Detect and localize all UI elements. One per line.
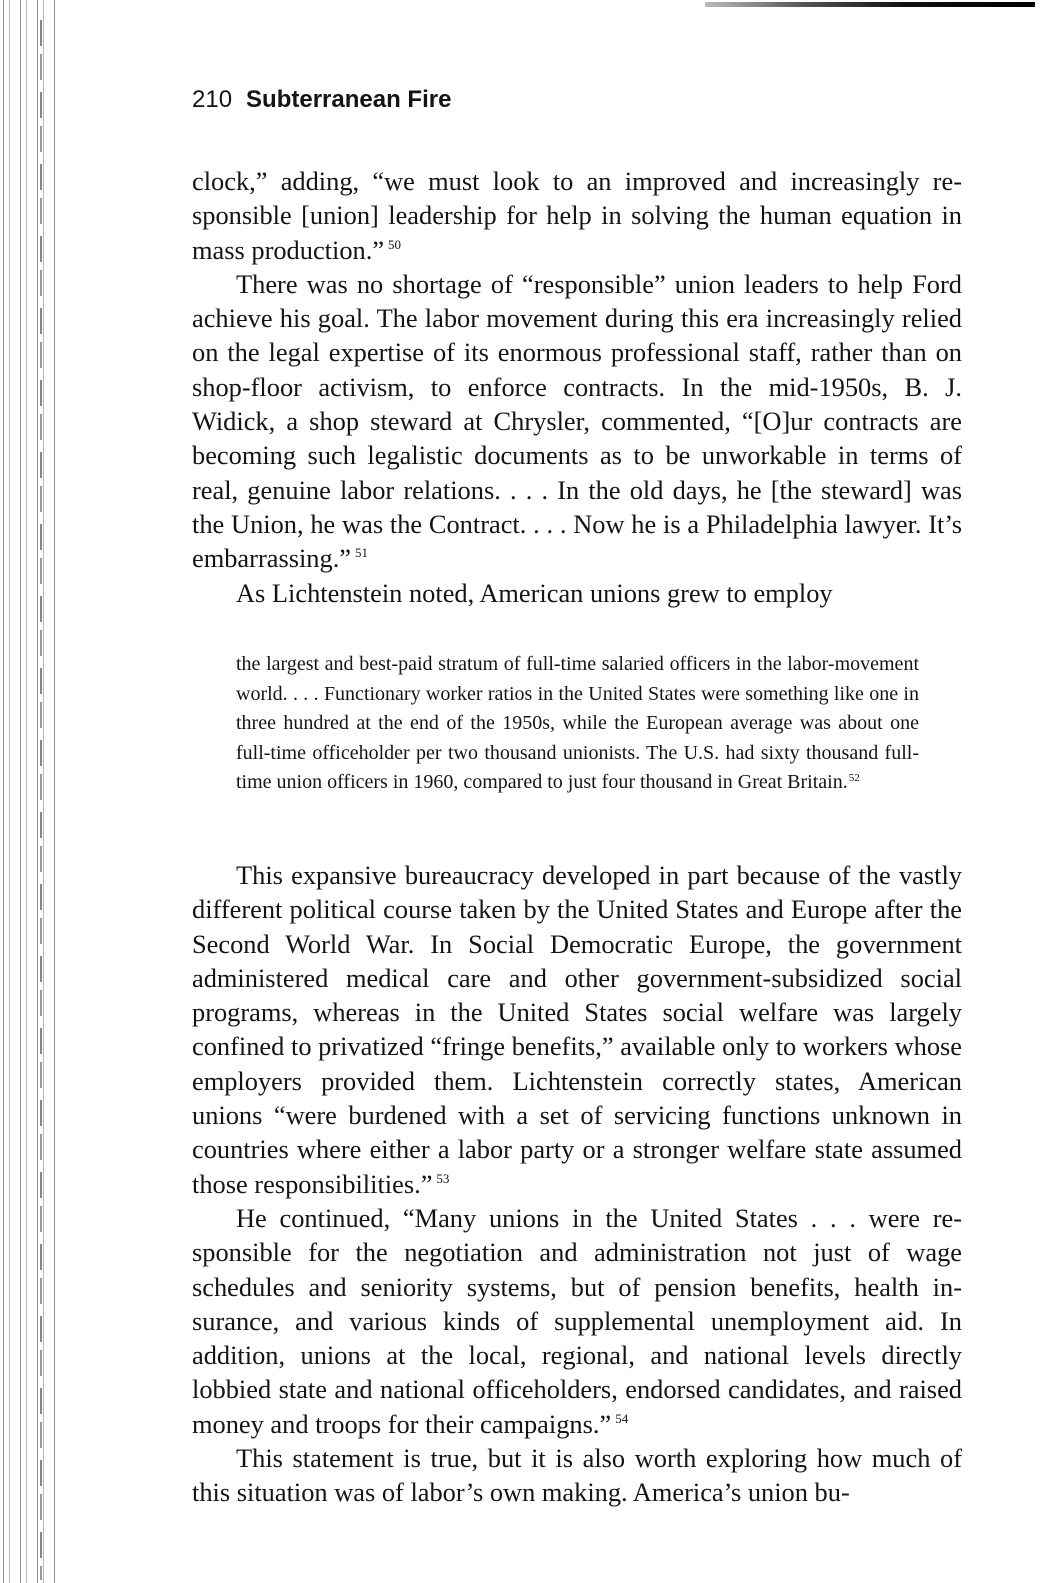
block-quote-paragraph <box>236 650 919 798</box>
paragraph <box>192 1201 962 1441</box>
footnote-marker: 53 <box>436 1170 450 1186</box>
paragraph-text: He continued, “Many unions in the United States . . . were responsible for the negotiation and administration not just of wage schedules and seniority systems, but of pension benefits, health insurance, and various kinds of supplemental unemployment aid. In addition, unions at the local, regional, and national levels directly lobbied state and national officeholders, endorsed candidates, and raised money and troops for their campaigns.” <box>192 1202 962 1439</box>
block-quote-text: the largest and best-paid stratum of full-time salaried officers in the labor-movement world. . . . Functionary worker ratios in the United States were something like one in three hundred at the end of the 1950s, while the European average was about one full-time officeholder per two thousand unionists. The U.S. had sixty thousand full-time union officers in 1960, compared to just four thousand in Great Britain. <box>236 653 919 794</box>
scan-top-rule <box>705 2 1035 7</box>
running-header <box>192 83 451 117</box>
paragraph-text: As Lichtenstein noted, American unions grew to employ <box>236 577 833 608</box>
paragraph <box>192 164 962 267</box>
paragraph <box>192 1441 962 1510</box>
page-number: 210 <box>192 86 233 113</box>
paragraph-text: This expansive bureaucracy developed in part because of the vastly different political course taken by the United States and Europe after the Second World War. In Social Democratic Europe, the government administered medical care and other government-subsidized social programs, whereas in the United States social welfare was largely confined to privatized “fringe benefits,” available only to workers whose employers provided them. Lichtenstein correctly states, American unions “were burdened with a set of servicing functions unknown in countries where either a labor party or a stronger welfare state assumed those responsibilities.” <box>192 860 962 1199</box>
footnote-marker: 54 <box>615 1410 629 1426</box>
paragraph-text: clock,” adding, “we must look to an improved and increasingly responsible [union] leadership for help in solving the human equation in mass production.” <box>192 166 962 265</box>
footnote-marker: 52 <box>848 771 860 784</box>
paragraph-text: This statement is true, but it is also worth exploring how much of this situation was of labor’s own making. America’s union bu- <box>192 1443 962 1508</box>
paragraph-text: There was no shortage of “responsible” union leaders to help Ford achieve his goal. The labor movement during this era increasingly relied on the legal expertise of its enormous professional staff, rather than on shop-floor activism, to enforce contracts. In the mid-1950s, B. J. Widick, a shop steward at Chrysler, commented, “[O]ur contracts are becoming such legalistic documents as to be unworkable in terms of real, genuine labor relations. . . . In the old days, he [the steward] was the Union, he was the Contract. . . . Now he is a Philadelphia lawyer. It’s embarrassing.” <box>192 268 962 574</box>
paragraph <box>192 858 962 1201</box>
book-title: Subterranean Fire <box>246 86 452 113</box>
footnote-marker: 51 <box>355 545 369 561</box>
paragraph <box>192 267 962 576</box>
footnote-marker: 50 <box>388 236 402 252</box>
body-text-top <box>192 164 962 610</box>
body-text-bottom <box>192 858 962 1510</box>
paragraph <box>192 576 962 610</box>
scan-binding-edge-lines <box>30 20 52 1580</box>
block-quote <box>236 650 919 798</box>
